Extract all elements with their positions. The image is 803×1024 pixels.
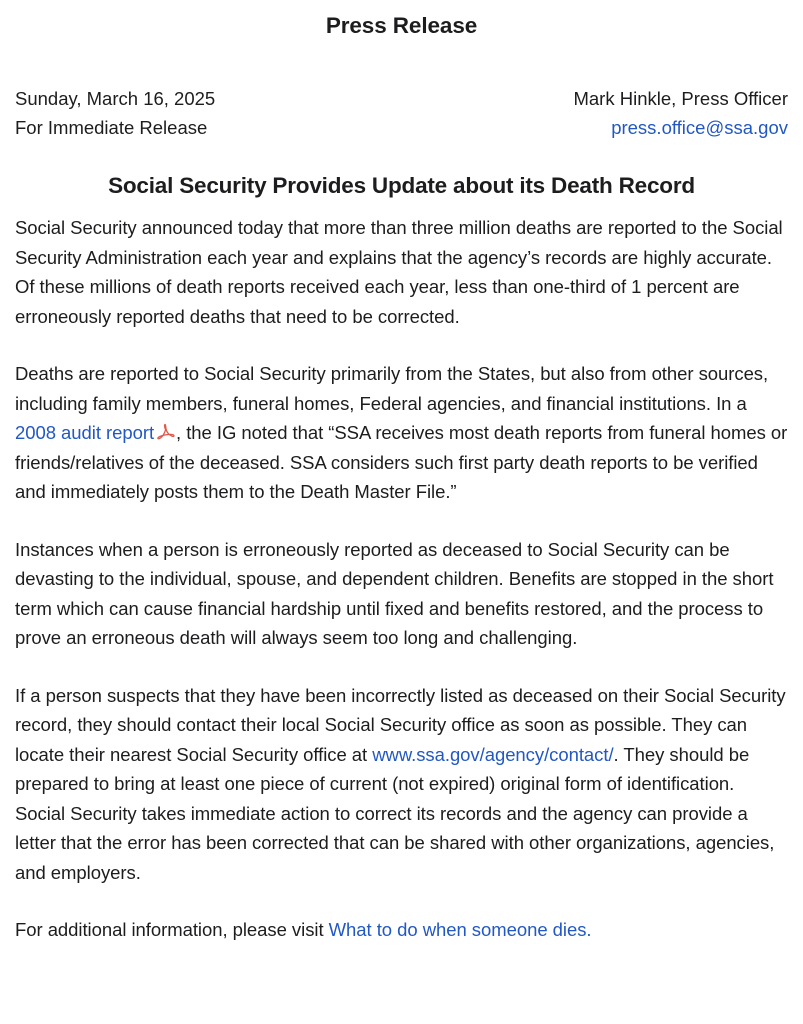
when-someone-dies-link[interactable]: What to do when someone dies. <box>328 919 592 940</box>
page-title: Press Release <box>325 13 478 38</box>
contact-name: Mark Hinkle, Press Officer <box>573 88 788 109</box>
paragraph-4-text-b: . They should be prepared to bring at least one piece of current (not expired) original form of identification. Social Security takes immediate action to correct its records and the agency can provide a letter that the error has been corrected that can be shared with other organizations, agencies, and employers. <box>15 743 775 883</box>
paragraph-2-text-a: Deaths are reported to Social Security primarily from the States, but also from other sources, including family members, funeral homes, Federal agencies, and financial institutions. In a <box>15 363 769 414</box>
release-meta <box>15 84 788 142</box>
paragraph-3: Instances when a person is erroneously reported as deceased to Social Security can be devasting to the individual, spouse, and dependent children. Benefits are stopped in the short term which can cause financial hardship until fixed and benefits restored, and the process to prove an erroneous death will always seem too long and challenging. <box>15 538 774 648</box>
release-type: For Immediate Release <box>15 117 208 138</box>
release-date: Sunday, March 16, 2025 <box>15 88 216 109</box>
paragraph-2-text-b: , the IG noted that “SSA receives most death reports from funeral homes or friends/relatives of the deceased. SSA considers such first party death reports to be verified and immediately posts them to the Death Master File.” <box>15 422 788 502</box>
audit-report-link[interactable]: 2008 audit report <box>15 422 155 443</box>
paragraph-5-text: For additional information, please visit <box>15 919 329 940</box>
contact-email-link[interactable]: press.office@ssa.gov <box>611 117 788 138</box>
release-meta-left <box>15 84 215 142</box>
release-meta-right <box>573 84 788 142</box>
paragraph-4-text-a: If a person suspects that they have been incorrectly listed as deceased on their Social Security record, they should contact their local Social Security office as soon as possible. They can locate their nearest Social Security office at <box>15 684 786 765</box>
paragraph-5 <box>15 915 788 945</box>
paragraph-4 <box>15 681 788 888</box>
press-headline: Social Security Provides Update about its Death Record <box>108 173 695 198</box>
pdf-icon[interactable] <box>156 420 176 438</box>
paragraph-1: Social Security announced today that more than three million deaths are reported to the Social Security Administration each year and explains that the agency’s records are highly accurate. Of these millions of death reports received each year, less than one-third of 1 percent are erroneously reported deaths that need to be corrected. <box>15 217 783 327</box>
paragraph-2 <box>15 359 788 507</box>
contact-office-link[interactable]: www.ssa.gov/agency/contact/ <box>372 743 614 765</box>
